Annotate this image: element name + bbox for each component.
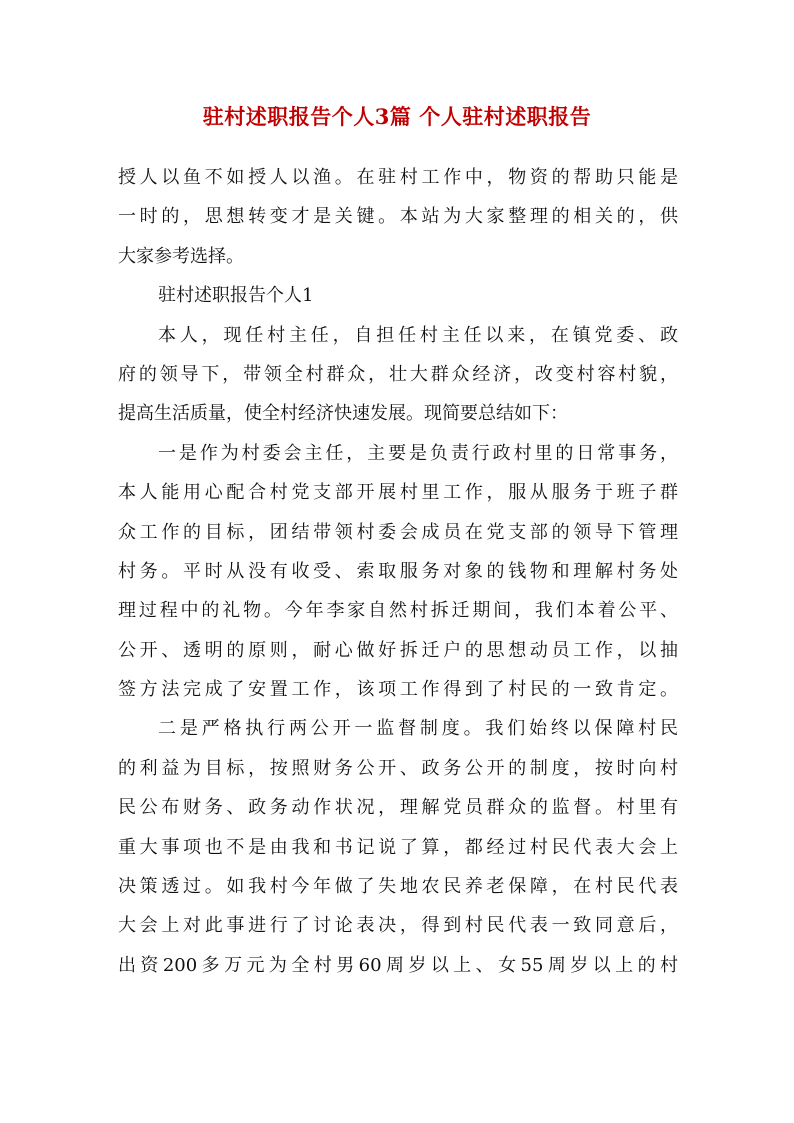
body-line: 二是严格执行两公开一监督制度。我们始终以保障村民 [158,718,678,740]
body-line: 授人以鱼不如授人以渔。在驻村工作中，物资的帮助只能是 [118,167,678,188]
body-line: 村务。平时从没有收受、索取服务对象的钱物和理解村务处 [118,560,678,582]
body-line: 一时的，思想转变才是关键。本站为大家整理的相关的，供 [118,206,678,228]
section-heading: 驻村述职报告个人1 [158,285,314,307]
body-line: 重大事项也不是由我和书记说了算，都经过村民代表大会上 [118,836,678,858]
body-line: 大会上对此事进行了讨论表决，得到村民代表一致同意后， [118,915,678,937]
body-line: 府的领导下，带领全村群众，壮大群众经济，改变村容村貌， [118,363,678,385]
body-line: 本人能用心配合村党支部开展村里工作，服从服务于班子群 [118,482,678,504]
body-line: 的利益为目标，按照财务公开、政务公开的制度，按时向村 [118,757,678,779]
body-line: 大家参考选择。 [118,245,244,267]
body-line: 公开、透明的原则，耐心做好拆迁户的思想动员工作，以抽 [118,639,678,661]
document-title: 驻村述职报告个人3篇 个人驻村述职报告 [202,104,592,129]
body-line: 众工作的目标，团结带领村委会成员在党支部的领导下管理 [118,521,678,543]
document-body [118,158,678,985]
body-line: 一是作为村委会主任，主要是负责行政村里的日常事务， [158,442,678,464]
body-line: 出资200多万元为全村男60周岁以上、女55周岁以上的村 [118,954,678,976]
body-line: 理过程中的礼物。今年李家自然村拆迁期间，我们本着公平、 [118,600,678,622]
body-line: 决策透过。如我村今年做了失地农民养老保障，在村民代表 [118,876,678,898]
body-line: 提高生活质量，使全村经济快速发展。现简要总结如下： [118,403,568,425]
body-line: 签方法完成了安置工作，该项工作得到了村民的一致肯定。 [118,679,678,701]
body-line: 本人，现任村主任，自担任村主任以来，在镇党委、政 [158,324,678,346]
body-line: 民公布财务、政务动作状况，理解党员群众的监督。村里有 [118,797,678,819]
